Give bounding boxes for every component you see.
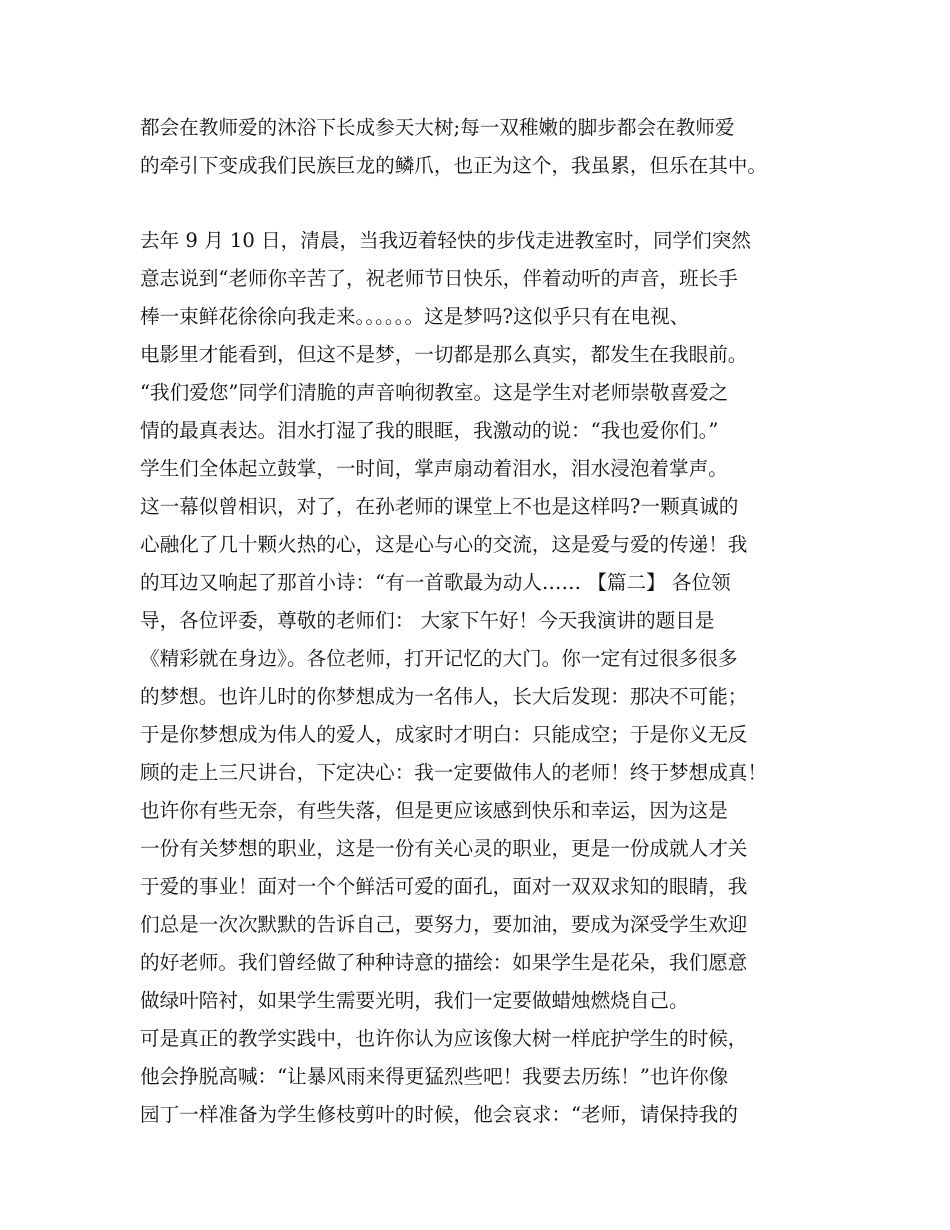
paragraph-opening xyxy=(140,109,830,185)
text-line: “我们爱您”同学们清脆的声音响彻教室。这是学生对老师崇敬喜爱之 xyxy=(140,381,729,404)
text-line: 都会在教师爱的沐浴下长成参天大树;每一双稚嫩的脚步都会在教师爱 xyxy=(140,116,735,139)
text-line: 做绿叶陪衬，如果学生需要光明，我们一定要做蜡烛燃烧自己。 xyxy=(140,989,689,1012)
text-line: 这一幕似曾相识，对了，在孙老师的课堂上不也是这样吗?一颗真诚的 xyxy=(140,495,739,518)
text-line: 的好老师。我们曾经做了种种诗意的描绘：如果学生是花朵，我们愿意 xyxy=(140,951,748,974)
text-line: 的梦想。也许儿时的你梦想成为一名伟人，长大后发现：那决不可能； xyxy=(140,685,748,708)
text-line: 棒一束鲜花徐徐向我走来。。。。。。这是梦吗?这似乎只有在电视、 xyxy=(140,305,690,328)
text-line: 也许你有些无奈，有些失落，但是更应该感到快乐和幸运，因为这是 xyxy=(140,799,728,822)
text-line: 的耳边又响起了那首小诗：“有一首歌最为动人…… 【篇二】 各位领 xyxy=(140,571,731,594)
text-line: 的牵引下变成我们民族巨龙的鳞爪，也正为这个，我虽累，但乐在其中。 xyxy=(140,154,767,177)
text-line: 电影里才能看到，但这不是梦，一切都是那么真实，都发生在我眼前。 xyxy=(140,343,748,366)
text-line: 《精彩就在身边》。各位老师，打开记忆的大门。你一定有过很多很多 xyxy=(140,647,738,670)
text-line: 顾的走上三尺讲台，下定决心：我一定要做伟人的老师！终于梦想成真！ xyxy=(140,761,767,784)
text-line: 心融化了几十颗火热的心，这是心与心的交流，这是爱与爱的传递！我 xyxy=(140,533,748,556)
text-line: 情的最真表达。泪水打湿了我的眼眶，我激动的说：“我也爱你们。” xyxy=(140,419,719,442)
text-line: 于是你梦想成为伟人的爱人，成家时才明白：只能成空；于是你义无反 xyxy=(140,723,748,746)
text-line: 学生们全体起立鼓掌，一时间，掌声扇动着泪水，泪水浸泡着掌声。 xyxy=(140,457,728,480)
text-line: 可是真正的教学实践中，也许你认为应该像大树一样庇护学生的时候， xyxy=(140,1027,748,1050)
text-line: 去年 9 月 10 日，清晨，当我迈着轻快的步伐走进教室时，同学们突然 xyxy=(140,229,751,252)
text-line: 于爱的事业！面对一个个鲜活可爱的面孔，面对一双双求知的眼睛，我 xyxy=(140,875,748,898)
text-line: 一份有关梦想的职业，这是一份有关心灵的职业，更是一份成就人才关 xyxy=(140,837,748,860)
text-line: 他会挣脱高喊：“让暴风雨来得更猛烈些吧！我要去历练！”也许你像 xyxy=(140,1065,729,1088)
text-line: 意志说到“老师你辛苦了，祝老师节日快乐，伴着动听的声音，班长手 xyxy=(140,267,738,290)
text-line: 们总是一次次默默的告诉自己，要努力，要加油，要成为深受学生欢迎 xyxy=(140,913,748,936)
paragraph-main xyxy=(140,222,830,1134)
text-line: 导，各位评委，尊敬的老师们： 大家下午好！今天我演讲的题目是 xyxy=(140,609,715,632)
text-line: 园丁一样准备为学生修枝剪叶的时候，他会哀求：“老师，请保持我的 xyxy=(140,1103,738,1126)
